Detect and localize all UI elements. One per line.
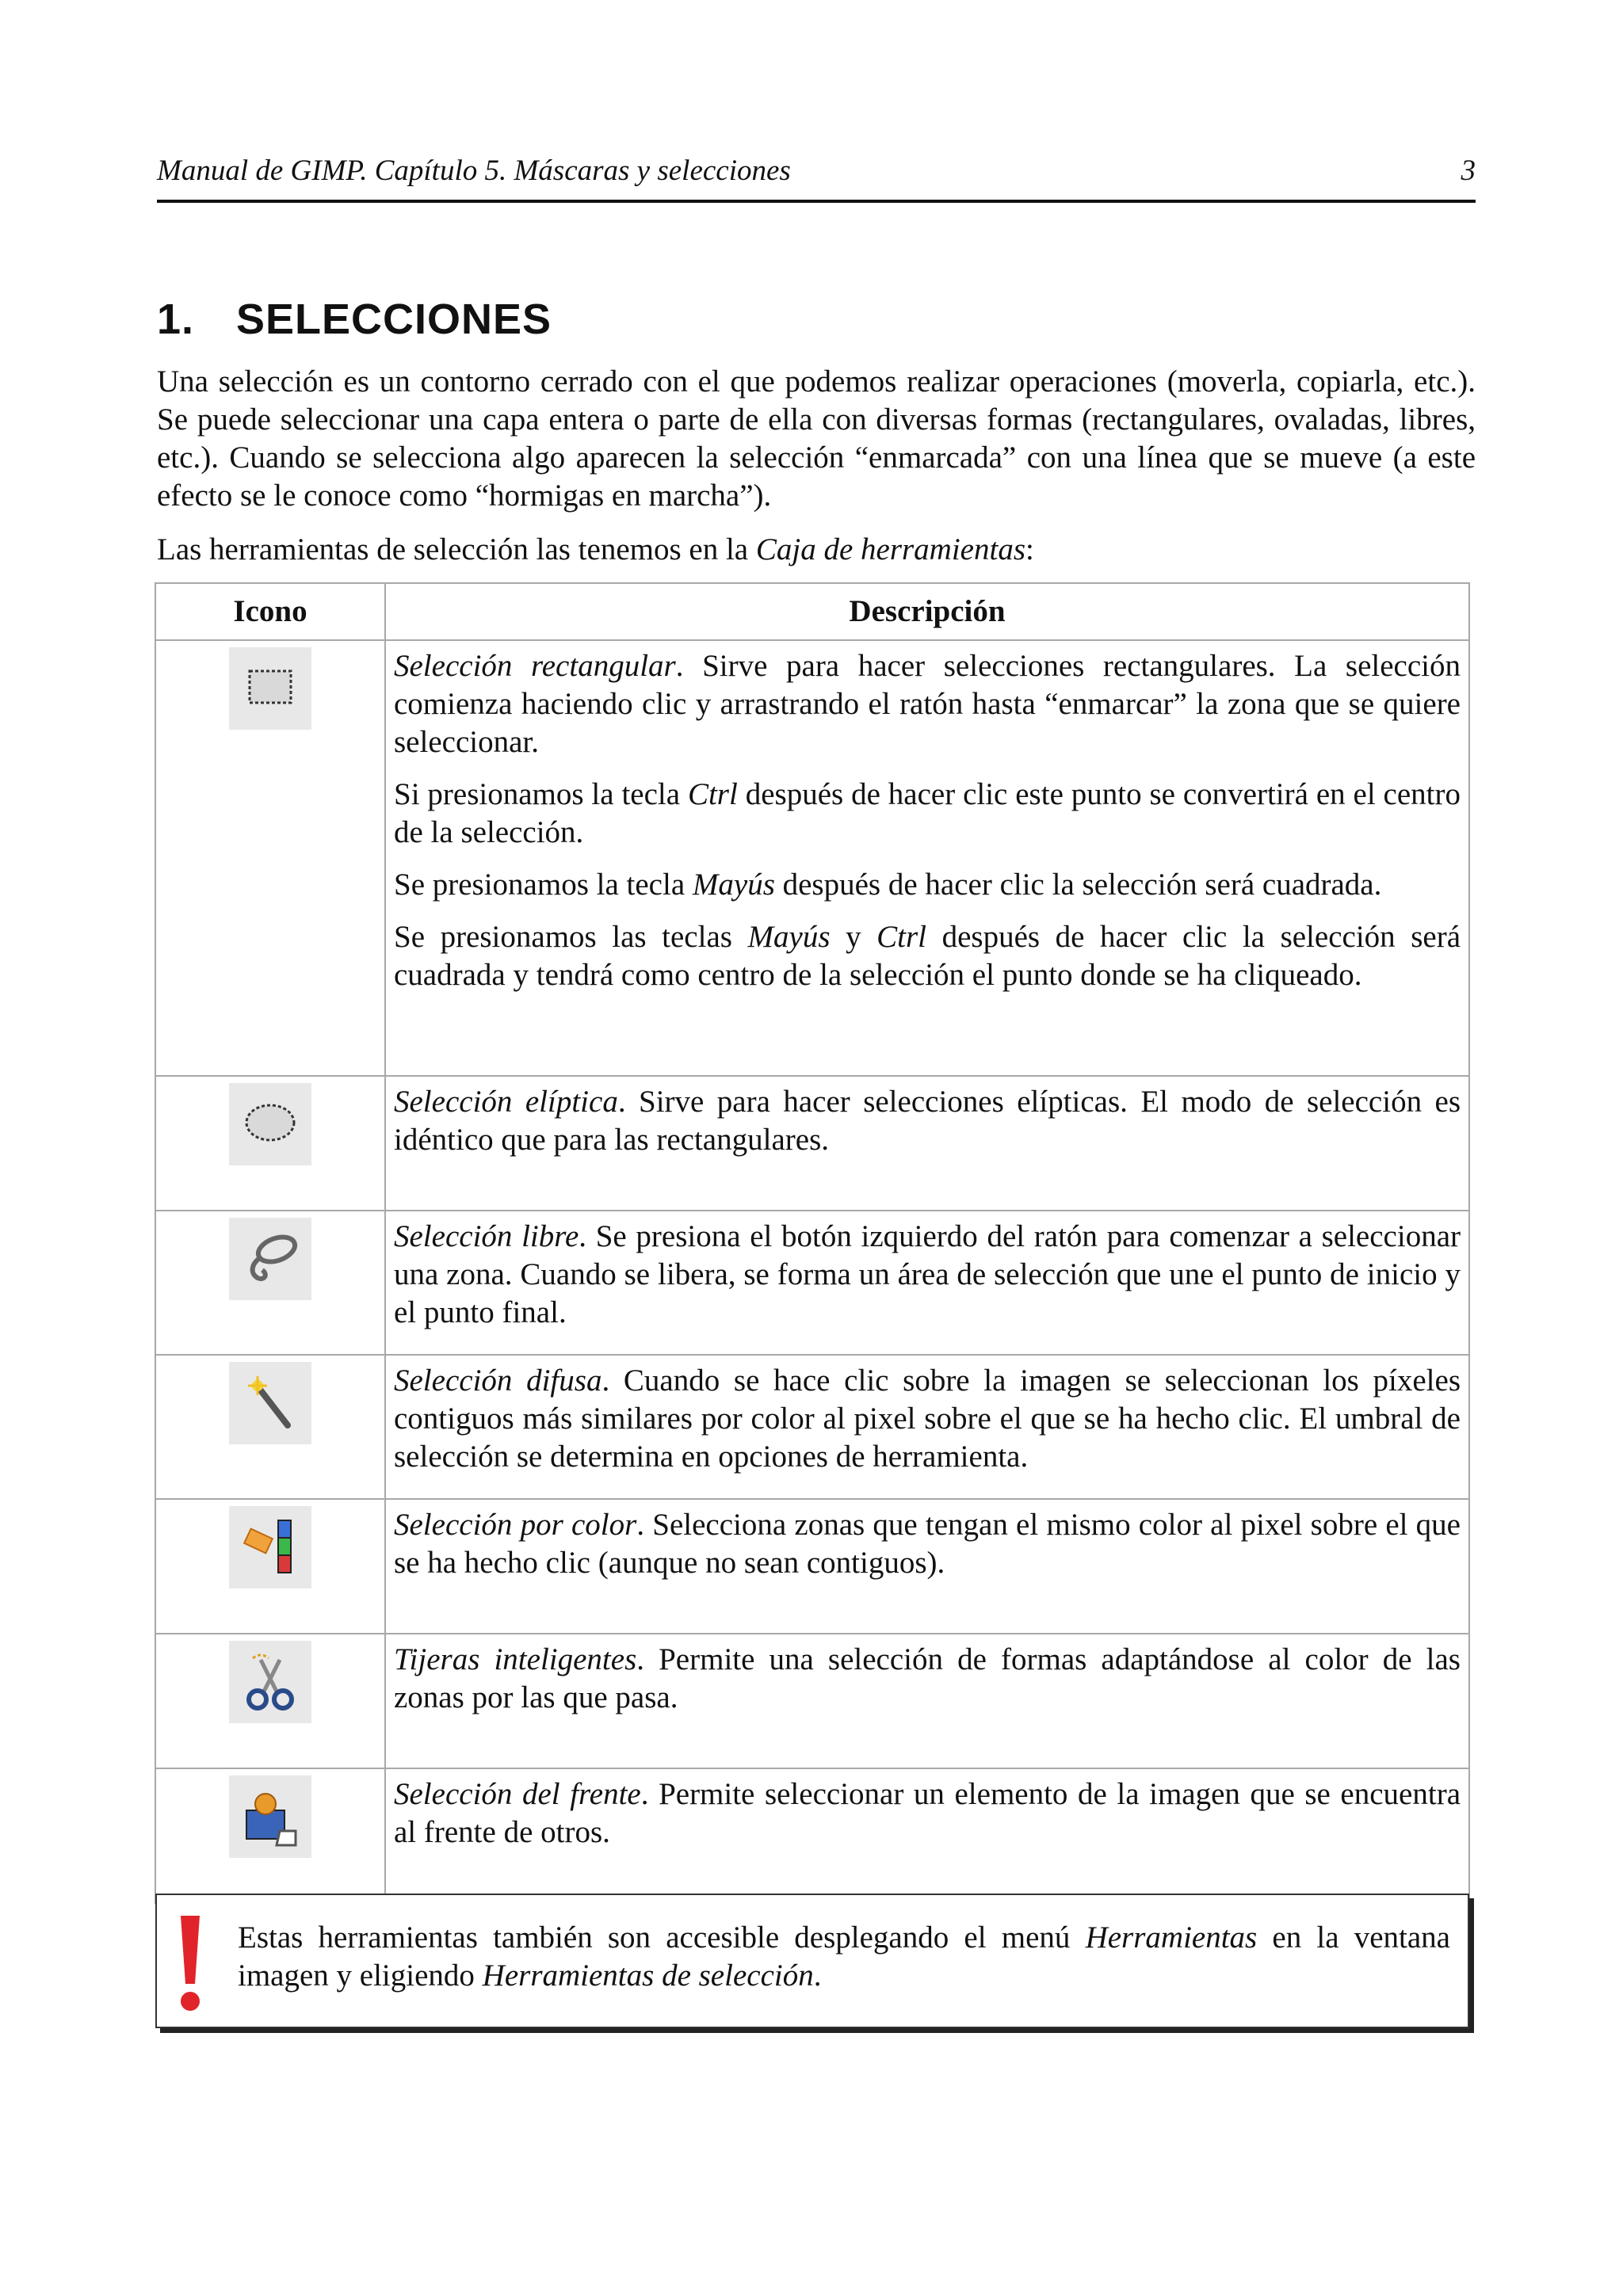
description-cell — [385, 1768, 1469, 1903]
note-text: Se presionamos la tecla — [394, 868, 693, 902]
note-text-part: en la ventana imagen y eligiendo — [238, 1920, 1450, 1993]
description-cell — [385, 1355, 1469, 1499]
note-text: después de hacer clic este punto se convertirá en el centro de la selección. — [394, 777, 1461, 849]
page-number: 3 — [1461, 154, 1476, 187]
select-by-color-icon — [229, 1506, 311, 1589]
tool-description — [394, 647, 1461, 761]
tool-note — [394, 918, 1461, 994]
table-row — [155, 1355, 1469, 1499]
scissors-icon — [229, 1641, 311, 1723]
note-text — [238, 1919, 1450, 1995]
tool-name: Selección elíptica — [394, 1085, 618, 1119]
tool-text: . Selecciona zonas que tengan el mismo color al pixel sobre el que se ha hecho clic (aunque no sean contiguos). — [394, 1508, 1461, 1580]
table-row — [155, 1634, 1469, 1768]
tools-intro-colon: : — [1025, 532, 1034, 566]
tool-name: Tijeras inteligentes — [394, 1642, 637, 1676]
tool-description — [394, 1362, 1461, 1476]
note-text-part: Estas herramientas también son accesible desplegando el menú — [238, 1920, 1086, 1955]
tool-description — [394, 1775, 1461, 1852]
tool-text: . Permite una selección de formas adaptándose al color de las zonas por las que pasa. — [394, 1642, 1461, 1714]
magic-wand-icon — [229, 1362, 311, 1444]
toolbox-term: Caja de herramientas — [755, 532, 1026, 566]
icon-cell — [155, 1768, 385, 1903]
tool-description — [394, 1083, 1461, 1159]
menu-name: Herramientas — [1085, 1920, 1258, 1955]
table-header-row — [155, 583, 1469, 640]
intro-paragraph: Una selección es un contorno cerrado con el que podemos realizar operaciones (moverla, copiarla, etc.). Se puede seleccionar una capa entera o parte de ella con diversas formas (rectangulares, ovaladas, libres, etc.). Cuando se selecciona algo aparecen la selección “enmarcada” con una línea que se mueve (a este efecto se le conoce como “hormigas en marcha”). — [157, 364, 1476, 513]
note-text: Si presionamos la tecla — [394, 777, 688, 811]
key-name: Mayús — [692, 868, 775, 902]
icon-cell — [155, 1499, 385, 1634]
section-title: SELECCIONES — [236, 296, 552, 343]
tool-name: Selección del frente — [394, 1777, 641, 1811]
key-name: Ctrl — [876, 920, 927, 954]
tool-description — [394, 1218, 1461, 1332]
running-header — [157, 152, 1476, 203]
note-text: después de hacer clic la selección será cuadrada y tendrá como centro de la selección el punto donde se ha cliqueado. — [394, 920, 1461, 992]
tool-note — [394, 776, 1461, 852]
selection-tools-table — [155, 582, 1470, 1904]
icon-cell — [155, 1634, 385, 1768]
note-text-part: . — [813, 1958, 822, 1993]
tool-text: . Permite seleccionar un elemento de la imagen que se encuentra al frente de otros. — [394, 1777, 1461, 1849]
tool-name: Selección libre — [394, 1219, 579, 1253]
key-name: Ctrl — [687, 777, 738, 811]
tools-intro-text: Las herramientas de selección las tenemos en la — [157, 532, 756, 566]
rect-select-icon — [229, 647, 311, 730]
table-row — [155, 1076, 1469, 1211]
note-text: Se presionamos las teclas — [394, 920, 748, 954]
icon-cell — [155, 640, 385, 1076]
header-title: Manual de GIMP. Capítulo 5. Máscaras y selecciones — [157, 154, 791, 187]
table-row — [155, 1211, 1469, 1355]
description-column-header: Descripción — [385, 583, 1469, 640]
exclamation-icon — [174, 1911, 206, 2014]
lasso-icon — [229, 1218, 311, 1300]
icon-cell — [155, 1076, 385, 1211]
section-number: 1. — [157, 296, 195, 343]
menu-item-name: Herramientas de selección — [482, 1958, 814, 1993]
tool-text: . Cuando se hace clic sobre la imagen se seleccionan los píxeles contiguos más similares por color al pixel sobre el que se ha hecho clic. El umbral de selección se determina en opciones de herramienta. — [394, 1363, 1461, 1474]
icon-column-header: Icono — [155, 583, 385, 640]
tools-intro-paragraph — [157, 531, 1476, 569]
description-cell — [385, 1499, 1469, 1634]
icon-cell — [155, 1211, 385, 1355]
description-cell — [385, 1076, 1469, 1211]
table-row — [155, 640, 1469, 1076]
tool-text: . Se presiona el botón izquierdo del ratón para comenzar a seleccionar una zona. Cuando se libera, se forma un área de selección que une el punto de inicio y el punto final. — [394, 1219, 1461, 1329]
description-cell — [385, 1211, 1469, 1355]
tool-text: . Sirve para hacer selecciones rectangulares. La selección comienza haciendo clic y arrastrando el ratón hasta “enmarcar” la zona que se quiere seleccionar. — [394, 649, 1461, 759]
description-cell — [385, 640, 1469, 1076]
tool-note — [394, 866, 1461, 904]
tool-name: Selección por color — [394, 1508, 637, 1542]
table-row — [155, 1768, 1469, 1903]
key-name: Mayús — [747, 920, 831, 954]
description-cell — [385, 1634, 1469, 1768]
tool-description — [394, 1641, 1461, 1717]
icon-cell — [155, 1355, 385, 1499]
foreground-select-icon — [229, 1775, 311, 1858]
note-text: y — [830, 920, 877, 954]
section-heading — [157, 295, 552, 344]
table-row — [155, 1499, 1469, 1634]
note-text: después de hacer clic la selección será cuadrada. — [774, 868, 1382, 902]
ellipse-select-icon — [229, 1083, 311, 1165]
note-box — [155, 1894, 1469, 2028]
tool-description — [394, 1506, 1461, 1582]
tool-name: Selección rectangular — [394, 649, 676, 683]
tool-name: Selección difusa — [394, 1363, 602, 1398]
tool-text: . Sirve para hacer selecciones elípticas. El modo de selección es idéntico que para las rectangulares. — [394, 1085, 1461, 1157]
